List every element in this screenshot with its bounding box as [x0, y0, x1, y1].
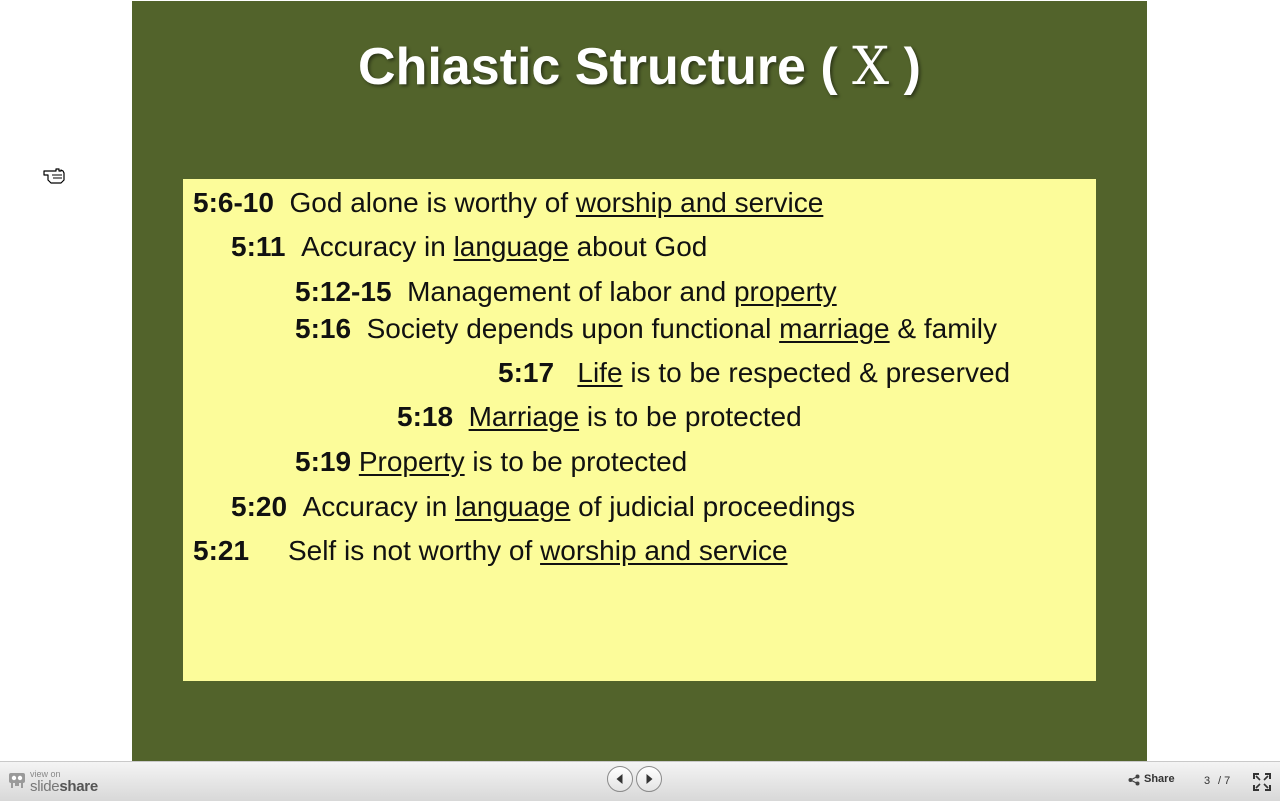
line-text: Accuracy in — [301, 231, 454, 262]
underlined-phrase: language — [455, 491, 571, 522]
share-icon — [1128, 774, 1140, 786]
verse-ref: 5:17 — [498, 357, 555, 388]
verse-ref: 5:18 — [397, 401, 454, 432]
chiasm-line-6 — [397, 401, 802, 433]
chiasm-line-7 — [295, 446, 687, 478]
underlined-phrase: property — [733, 276, 837, 307]
logo-wordmark — [30, 778, 98, 795]
slideshare-logo-icon — [8, 772, 26, 790]
verse-ref: 5:11 — [231, 231, 286, 262]
verse-ref: 5:12-15 — [295, 276, 392, 307]
fullscreen-icon[interactable] — [1253, 773, 1271, 791]
verse-ref: 5:19 — [295, 446, 352, 477]
total-pages: / 7 — [1218, 775, 1231, 787]
line-text: is to be respected & preserved — [622, 357, 1011, 388]
logo-small-text: view on — [30, 769, 61, 779]
line-text: of judicial proceedings — [570, 491, 856, 522]
underlined-phrase: marriage — [779, 313, 890, 344]
title-x-symbol: X — [852, 37, 890, 97]
line-text: & family — [889, 313, 997, 344]
current-page-number: 3 — [1204, 775, 1211, 787]
prev-arrow-icon — [608, 767, 632, 791]
next-slide-button[interactable] — [636, 766, 662, 792]
chiasm-line-4 — [295, 313, 997, 345]
line-text: Accuracy in — [302, 491, 456, 522]
hand-pointer-cursor-icon — [42, 163, 68, 185]
underlined-phrase: Property — [358, 446, 465, 477]
share-label: Share — [1144, 773, 1175, 785]
logo-word-a: slide — [30, 778, 60, 795]
previous-slide-button[interactable] — [607, 766, 633, 792]
line-text: Society depends upon functional — [366, 313, 780, 344]
chiasm-box — [183, 179, 1096, 681]
verse-ref: 5:21 — [193, 535, 250, 566]
underlined-phrase: Marriage — [468, 401, 580, 432]
chiasm-line-2 — [231, 231, 707, 263]
chiasm-line-1 — [193, 187, 823, 219]
underlined-phrase: Life — [577, 357, 623, 388]
chiasm-line-9 — [193, 535, 788, 567]
verse-ref: 5:16 — [295, 313, 352, 344]
next-arrow-icon — [637, 767, 661, 791]
line-text: is to be protected — [464, 446, 688, 477]
line-text: about God — [568, 231, 708, 262]
line-text: Management of labor and — [407, 276, 734, 307]
line-text: God alone is worthy of — [289, 187, 576, 218]
underlined-phrase: worship and service — [575, 187, 824, 218]
verse-ref: 5:6-10 — [193, 187, 274, 218]
chiasm-line-8 — [231, 491, 855, 523]
line-text: Self is not worthy of — [287, 535, 541, 566]
underlined-phrase: language — [453, 231, 569, 262]
slide-title — [132, 37, 1147, 97]
chiasm-line-3 — [295, 276, 837, 308]
player-toolbar — [0, 761, 1280, 801]
chiasm-line-5 — [498, 357, 1010, 389]
slide — [132, 1, 1147, 761]
logo-word-b: share — [59, 778, 98, 795]
title-end: ) — [889, 38, 921, 96]
title-text: Chiastic Structure ( — [358, 38, 853, 96]
underlined-phrase: worship and service — [540, 535, 788, 566]
line-text: is to be protected — [579, 401, 802, 432]
verse-ref: 5:20 — [231, 491, 288, 522]
